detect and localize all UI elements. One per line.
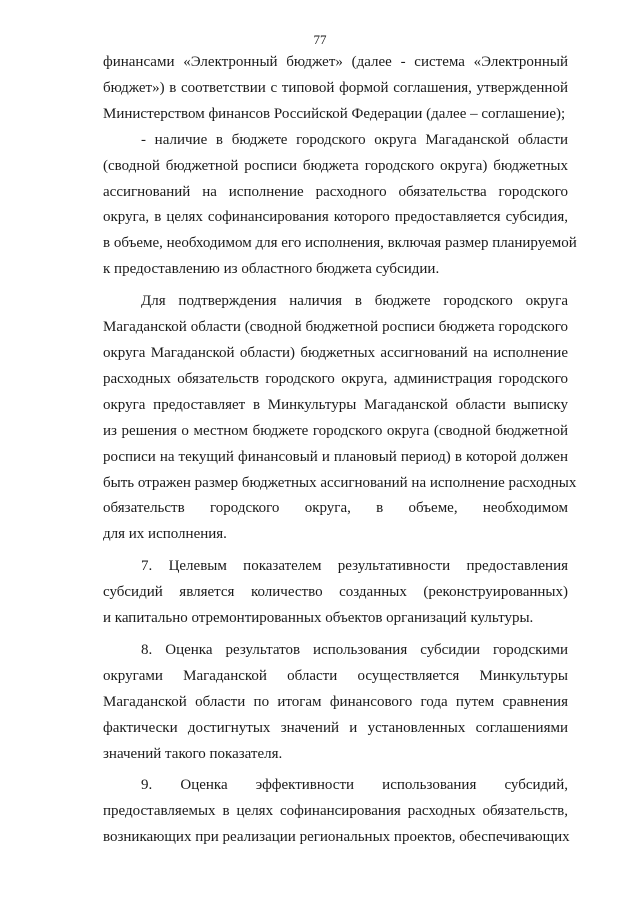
text-line: Магаданской области (сводной бюджетной росписи бюджета городского xyxy=(103,319,568,336)
text-line: для их исполнения. xyxy=(103,526,227,543)
page-number: 77 xyxy=(313,32,327,47)
paragraph-item-7 xyxy=(103,554,568,632)
text-line: Министерством финансов Российской Федерации (далее – соглашение); xyxy=(103,105,566,122)
text-line: финансами «Электронный бюджет» (далее - система «Электронный xyxy=(103,54,568,70)
text-line: округа Магаданской области) бюджетных ассигнований на исполнение xyxy=(103,344,568,361)
paragraph-2 xyxy=(103,128,577,283)
text-line: бюджет») в соответствии с типовой формой соглашения, утвержденной xyxy=(103,79,568,96)
paragraph-item-9 xyxy=(103,773,568,851)
text-line: и капитально отремонтированных объектов организаций культуры. xyxy=(103,610,534,627)
text-line: из решения о местном бюджете городского округа (сводной бюджетной xyxy=(103,422,568,439)
text-line: значений такого показателя. xyxy=(103,745,283,762)
text-line: округа, в целях софинансирования которого предоставляется субсидия, xyxy=(103,209,568,226)
text-line: возникающих при реализации региональных проектов, обеспечивающих xyxy=(103,829,570,846)
text-line: в объеме, необходимом для его исполнения, включая размер планируемой xyxy=(103,235,577,252)
text-line: (сводной бюджетной росписи бюджета городского округа) бюджетных xyxy=(103,157,568,174)
paragraph-1 xyxy=(103,50,568,128)
document-body xyxy=(103,50,577,851)
text-line: расходных обязательств городского округа, администрация городского xyxy=(103,370,568,387)
text-line: субсидий является количество созданных (реконструированных) xyxy=(103,584,568,601)
text-line: обязательств городского округа, в объеме, необходимом xyxy=(103,500,568,517)
text-line: ассигнований на исполнение расходного обязательства городского xyxy=(103,183,568,200)
paragraph-3 xyxy=(103,289,577,548)
text-line: округами Магаданской области осуществляется Минкультуры xyxy=(103,667,568,684)
text-line: росписи на текущий финансовый и плановый период) в которой должен xyxy=(103,448,568,465)
text-line: Магаданской области по итогам финансового года путем сравнения xyxy=(103,693,568,710)
text-line: 8. Оценка результатов использования субсидии городскими xyxy=(141,641,568,658)
paragraph-item-8 xyxy=(103,638,568,768)
text-line: фактически достигнутых значений и установленных соглашениями xyxy=(103,719,568,736)
text-line: Для подтверждения наличия в бюджете городского округа xyxy=(141,293,568,310)
text-line: к предоставлению из областного бюджета субсидии. xyxy=(103,261,440,278)
text-line: предоставляемых в целях софинансирования расходных обязательств, xyxy=(103,803,568,820)
text-line: 9. Оценка эффективности использования субсидий, xyxy=(141,777,568,794)
text-line: 7. Целевым показателем результативности предоставления xyxy=(141,558,568,575)
text-line: - наличие в бюджете городского округа Магаданской области xyxy=(141,131,568,148)
text-line: округа предоставляет в Минкультуры Магаданской области выписку xyxy=(103,396,568,413)
text-line: быть отражен размер бюджетных ассигнований на исполнение расходных xyxy=(103,474,577,491)
